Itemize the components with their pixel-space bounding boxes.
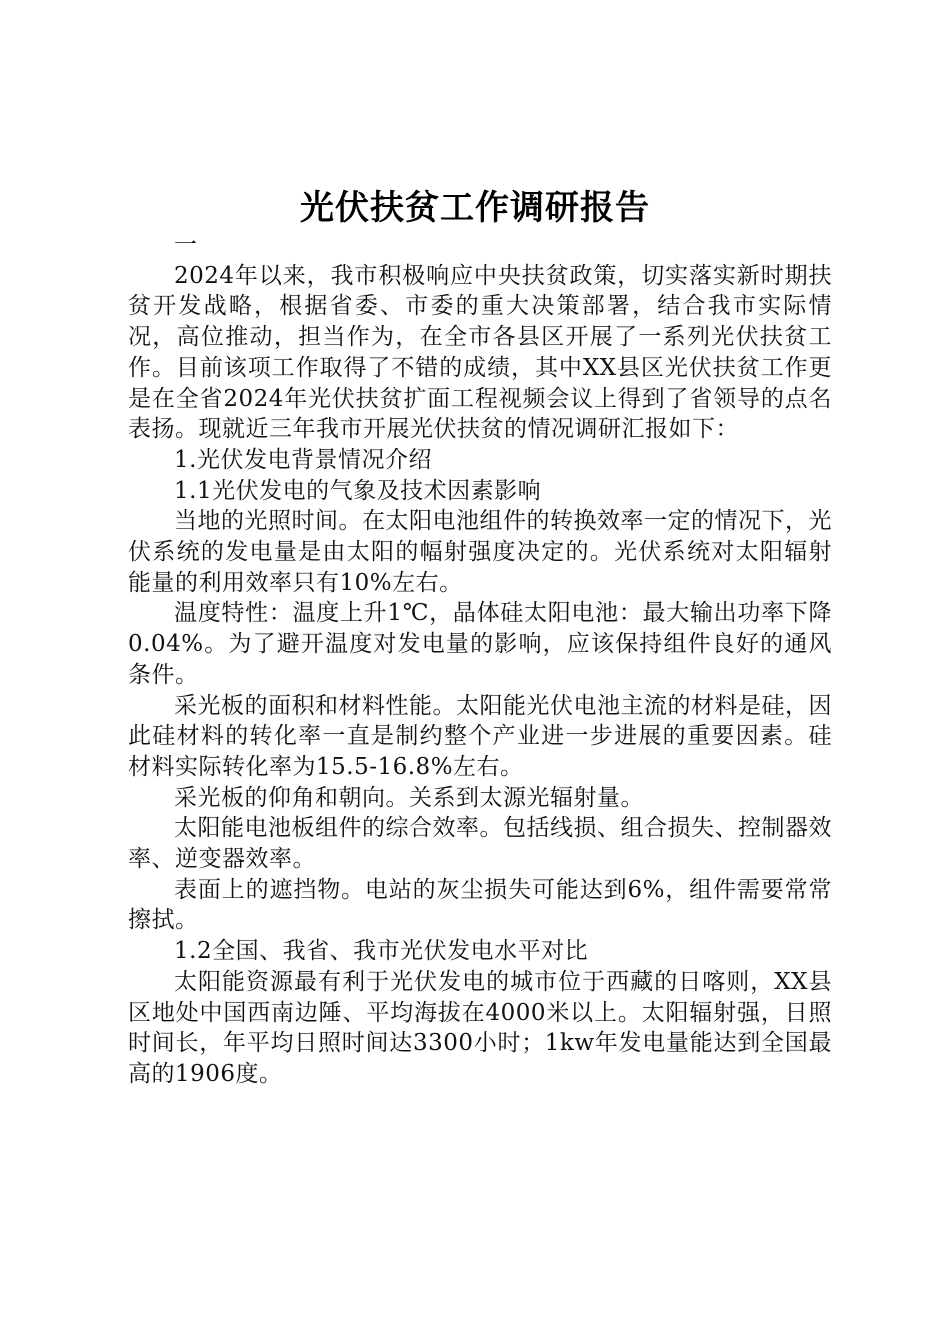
paragraph-panel-angle: 采光板的仰角和朝向。关系到太源光辐射量。	[174, 784, 644, 811]
paragraph-panel-material: 采光板的面积和材料性能。太阳能光伏电池主流的材料是硅，因此硅材料的转化率一直是制约整个产业进一步进展的重要因素。硅材料实际转化率为15.5-16.8%左右。	[128, 692, 832, 780]
paragraph-temperature: 温度特性：温度上升1℃，晶体硅太阳电池：最大输出功率下降0.04%。为了避开温度对发电量的影响，应该保持组件良好的通风条件。	[128, 600, 832, 688]
intro-paragraph: 2024年以来，我市积极响应中央扶贫政策，切实落实新时期扶贫开发战略，根据省委、市委的重大决策部署，结合我市实际情况，高位推动，担当作为，在全市各县区开展了一系列光伏扶贫工作。目前该项工作取得了不错的成绩，其中XX县区光伏扶贫工作更是在全省2024年光伏扶贫扩面工程视频会议上得到了省领导的点名表扬。现就近三年我市开展光伏扶贫的情况调研汇报如下：	[128, 262, 832, 443]
document-body	[128, 230, 832, 1090]
paragraph-regional-comparison: 太阳能资源最有利于光伏发电的城市位于西藏的日喀则，XX县区地处中国西南边陲、平均海拔在4000米以上。太阳辐射强，日照时间长，年平均日照时间达3300小时；1kw年发电量能达到全国最高的1906度。	[128, 968, 832, 1087]
document-title: 光伏扶贫工作调研报告	[300, 188, 650, 228]
section-heading-1: 1.光伏发电背景情况介绍	[174, 446, 432, 473]
subsection-heading-1-1: 1.1光伏发电的气象及技术因素影响	[174, 477, 542, 504]
paragraph-sunshine-time: 当地的光照时间。在太阳电池组件的转换效率一定的情况下，光伏系统的发电量是由太阳的幅射强度决定的。光伏系统对太阳辐射能量的利用效率只有10%左右。	[128, 508, 832, 596]
paragraph-surface-shading: 表面上的遮挡物。电站的灰尘损失可能达到6%，组件需要常常擦拭。	[128, 876, 832, 934]
section-marker: 一	[174, 232, 198, 258]
subsection-heading-1-2: 1.2全国、我省、我市光伏发电水平对比	[174, 938, 589, 965]
paragraph-module-efficiency: 太阳能电池板组件的综合效率。包括线损、组合损失、控制器效率、逆变器效率。	[128, 815, 832, 873]
